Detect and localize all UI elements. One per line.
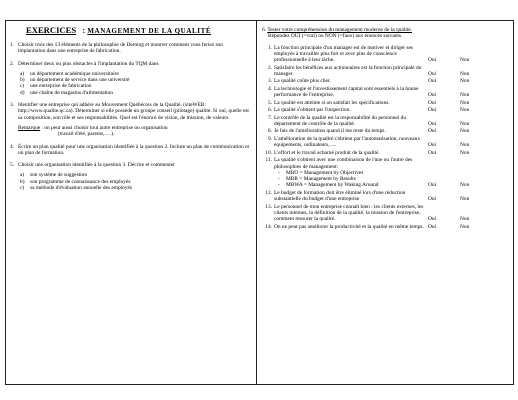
answer-oui[interactable]: Oui [428, 120, 437, 127]
answer-non[interactable]: Non [460, 142, 470, 149]
sub-letter: a) [20, 172, 25, 179]
question-number: 1. [10, 42, 15, 48]
answer-oui[interactable]: Oui [428, 216, 437, 223]
sub-text: un département de service dans une université [30, 77, 130, 84]
statement-text [274, 204, 424, 223]
statement-body: La qualité coûte plus cher. [274, 78, 331, 85]
answer-oui[interactable]: Oui [428, 70, 437, 77]
statement-body: L'amélioration de la qualité s'obtient par l'automatisation, nouveaux équipements, ordinateurs,…. [274, 135, 421, 149]
sub-letter: c) [20, 185, 25, 192]
statement-item [262, 224, 510, 230]
statement-body: Le personnel de mon entreprise connaît bien : les clients externes, les clients internes, la définition de la qualité, la mission de l'entreprise, comment mesurer la qualité. [274, 203, 424, 223]
answer-oui[interactable]: Oui [428, 142, 437, 149]
statement-item [262, 107, 510, 113]
statement-body: Le contrôle de la qualité est la responsabilité du personnel du département de contrôle de la qualité. [274, 114, 407, 127]
statement-item [262, 190, 510, 203]
dash-text: MBWA = Management by Waking Around [286, 182, 379, 189]
answer-non[interactable]: Non [460, 92, 470, 99]
question-text: Choisir une organisation identifiée à la question 3. Décrire et commenter [18, 162, 175, 169]
statement-text [274, 78, 424, 84]
statement-number: 7. [267, 114, 272, 121]
statement-item [262, 45, 510, 64]
question-number: 5. [10, 162, 15, 169]
sub-item [18, 90, 250, 96]
answer-oui[interactable]: Oui [428, 196, 437, 203]
statement-body: La technologie et l'investissement capital sont essentiels à la bonne performance de l'entreprise. [274, 85, 419, 99]
sub-letter: a) [20, 70, 25, 77]
statement-body: La fonction principale d'un manager est de motiver et diriger ses employés à travailler plus fort et avec plus de conscience professionnelle à leur tâche. [274, 44, 413, 64]
answer-oui[interactable]: Oui [428, 128, 437, 135]
remark [18, 125, 250, 138]
statement-number: 4. [267, 85, 272, 92]
statement-number: 1. [267, 44, 272, 51]
statement-text [274, 157, 424, 188]
statement-text [274, 128, 424, 134]
question-number: 4. [10, 143, 15, 150]
sub-letter: c) [20, 83, 25, 90]
statement-item [262, 78, 510, 84]
statement-text [274, 45, 424, 64]
sub-list [18, 172, 250, 191]
statement-text [274, 100, 424, 106]
dash-item: - MBR = Management by Results [278, 176, 356, 183]
left-column [10, 21, 250, 197]
statement-number: 3. [267, 78, 272, 85]
statement-text [274, 65, 424, 78]
statement-number: 6. [267, 107, 272, 114]
statement-item [262, 150, 510, 156]
statement-item [262, 100, 510, 106]
answer-non[interactable]: Non [460, 196, 470, 203]
statement-text [274, 224, 424, 230]
question-text: Identifier une entreprise qui adhère au Mouvement Québécois de la Qualité. (siteWEB: http://www.qualite.qc.ca). Déterminer si elle possède un groupe conseil (pilotage) qualité. Si oui, quelle est sa composition, son rôle et ses responsabilités. Quel est l'énoncé de vision, de mission, de valeurs. [18, 102, 249, 121]
statement-item [262, 65, 510, 78]
question-6-instructions: Répondez OUI (=vrai) ou NON (=faux) aux énoncés suivants. [268, 33, 403, 40]
question-1 [10, 42, 250, 55]
statement-number: 5. [267, 99, 272, 106]
sub-letter: b) [20, 77, 25, 84]
statement-text [274, 136, 424, 149]
question-6-title: Tester votre compréhension du management moderne de la qualité. [267, 27, 412, 33]
sub-text: son système de suggestion [30, 172, 88, 179]
statement-number: 10. [265, 149, 272, 156]
statement-number: 14. [265, 223, 272, 230]
statement-text [274, 107, 424, 113]
answer-non[interactable]: Non [460, 107, 470, 114]
remark-label: Remarque [18, 124, 41, 131]
statement-number: 13. [265, 203, 272, 210]
statement-body: La qualité s'obtient avec une combinaison de l'une ou l'autre des philosophies de management: [274, 157, 413, 170]
question-text: Déterminer deux ou plus obstacles à l'implantation du TQM dans [18, 60, 159, 67]
answer-non[interactable]: Non [460, 57, 470, 64]
answer-oui[interactable]: Oui [428, 99, 437, 106]
exercise-sheet [5, 20, 514, 385]
answer-oui[interactable]: Oui [428, 57, 437, 64]
statement-item [262, 86, 510, 99]
statement-number: 2. [267, 64, 272, 71]
answer-non[interactable]: Non [460, 120, 470, 127]
right-column [262, 21, 510, 231]
statement-body: La qualité s'obtient par l'inspection. [274, 107, 351, 114]
answer-non[interactable]: Non [460, 78, 470, 85]
answer-oui[interactable]: Oui [428, 78, 437, 85]
statement-body: Satisfaire les bénéfices aux actionnaires est la fonction principale du manager. [274, 64, 422, 77]
statement-text [274, 115, 424, 128]
question-number: 2. [10, 60, 15, 67]
statement-list [262, 45, 510, 230]
answer-non[interactable]: Non [460, 99, 470, 106]
sub-text: une entreprise de fabrication [30, 83, 92, 90]
dash-text: MBO = Management by Objectives [286, 169, 364, 176]
statement-item [262, 157, 510, 188]
question-3 [10, 102, 250, 137]
question-text: Écrire un plan qualité pour une organisation identifiée à la question 2. Inclure un plan de communication et un plan de formation. [18, 143, 250, 156]
question-number: 6. [262, 27, 267, 33]
question-2 [10, 61, 250, 96]
answer-non[interactable]: Non [460, 216, 470, 223]
statement-item [262, 204, 510, 223]
question-4 [10, 144, 250, 157]
remark-note: (travail d'été, parents,….). [58, 131, 115, 138]
title-subject: MANAGEMENT DE LA QUALITÉ [87, 27, 212, 35]
answer-non[interactable]: Non [460, 70, 470, 77]
statement-number: 8. [267, 128, 272, 135]
dash-item: - MBO = Management by Objectives [278, 169, 364, 176]
sub-text: sa méthode d'évaluation annuelle des employés [30, 185, 133, 192]
answer-non[interactable]: Non [460, 182, 470, 189]
question-5 [10, 162, 250, 191]
answer-oui[interactable]: Oui [428, 223, 437, 230]
statement-text [274, 86, 424, 99]
column-divider [256, 21, 257, 384]
answer-non[interactable]: Non [460, 149, 470, 156]
title-separator: : [82, 25, 86, 35]
sub-text: son programme de connaissance des employés [30, 178, 131, 185]
statement-text [274, 150, 424, 156]
title-exercices: EXERCICES [26, 25, 77, 35]
statement-body: La qualité est atteinte si on satisfait les spécifications. [274, 99, 390, 106]
statement-item [262, 136, 510, 149]
question-text: Choisir trois des 13 éléments de la philosophie de Deming et montrer comment vous feriez son implantation dans une entreprise de fabrication. [18, 42, 223, 55]
statement-item [262, 115, 510, 128]
answer-oui[interactable]: Oui [428, 92, 437, 99]
dash-item: - MBWA = Management by Waking Around [278, 182, 379, 189]
sub-text: une chaîne de magasins d'alimentation [30, 89, 114, 96]
answer-oui[interactable]: Oui [428, 149, 437, 156]
question-6-header [262, 27, 510, 40]
statement-body: Le budget de formation doit être éliminé lors d'une réduction substantielle du budget d'une entreprise [274, 189, 406, 203]
page-title [26, 25, 250, 36]
sub-item [18, 185, 250, 191]
sub-list [18, 71, 250, 96]
statement-number: 9. [267, 135, 272, 142]
answer-oui[interactable]: Oui [428, 107, 437, 114]
statement-number: 11. [265, 157, 272, 164]
answer-non[interactable]: Non [460, 128, 470, 135]
answer-oui[interactable]: Oui [428, 182, 437, 189]
answer-non[interactable]: Non [460, 223, 470, 230]
sub-text: un département académique universitaire [30, 70, 119, 77]
statement-item [262, 128, 510, 134]
sub-letter: b) [20, 178, 25, 185]
statement-text [274, 190, 424, 203]
statement-body: Je fais de l'amélioration quand il me reste du temps. [274, 128, 386, 135]
statement-body: On ne peut pas améliorer la productivité et la qualité en même temps. [274, 223, 424, 230]
statement-number: 12. [265, 189, 272, 196]
question-number: 3. [10, 102, 15, 109]
dash-text: MBR = Management by Results [286, 176, 356, 183]
remark-text: : on peut aussi choisir tout autre entreprise ou organisation [41, 124, 168, 131]
statement-body: L'effort et le travail acharné produit de la qualité. [274, 149, 380, 156]
sub-letter: d) [20, 89, 25, 96]
